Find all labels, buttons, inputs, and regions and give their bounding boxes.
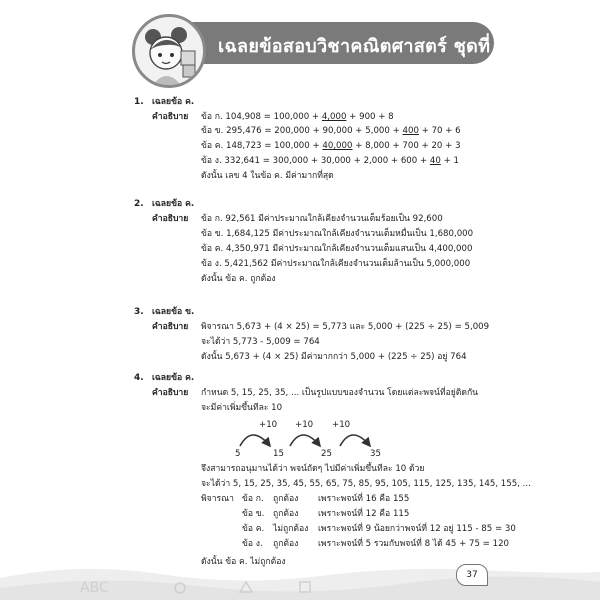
step-label-2: +10 bbox=[295, 420, 314, 430]
q2-conclusion: ดังนั้น ข้อ ค. ถูกต้อง bbox=[201, 274, 276, 284]
footer-wave-decoration bbox=[0, 548, 600, 600]
term-4: 35 bbox=[370, 449, 381, 459]
q4-check-b-choice: ข้อ ข. bbox=[242, 509, 265, 519]
q4-check-d-result: ถูกต้อง bbox=[273, 539, 299, 549]
explain-label-4: คำอธิบาย bbox=[152, 388, 189, 398]
question-number-4: 4. bbox=[134, 373, 144, 383]
answer-label-2: เฉลยข้อ ค. bbox=[152, 199, 195, 209]
question-number-3: 3. bbox=[134, 307, 144, 317]
q1-line-2: ข้อ ข. 295,476 = 200,000 + 90,000 + 5,000 + 400 + 70 + 6 bbox=[201, 126, 461, 136]
q1-line-3: ข้อ ค. 148,723 = 100,000 + 40,000 + 8,000 + 700 + 20 + 3 bbox=[201, 141, 461, 151]
q1-line-4: ข้อ ง. 332,641 = 300,000 + 30,000 + 2,000 + 600 + 40 + 1 bbox=[201, 156, 459, 166]
q4-check-b-reason: เพราะพจน์ที่ 12 คือ 115 bbox=[318, 509, 410, 519]
explain-label-3: คำอธิบาย bbox=[152, 322, 189, 332]
answer-label-3: เฉลยข้อ ข. bbox=[152, 307, 195, 317]
term-1: 5 bbox=[235, 449, 241, 459]
step-label-3: +10 bbox=[332, 420, 351, 430]
q4-line-2: จะได้ว่า 5, 15, 25, 35, 45, 55, 65, 75, 85, 95, 105, 115, 125, 135, 145, 155, ... bbox=[201, 479, 531, 489]
q4-check-c-result: ไม่ถูกต้อง bbox=[273, 524, 309, 534]
arrow-2 bbox=[290, 435, 320, 446]
q4-line-1: จึงสามารถอนุมานได้ว่า พจน์ถัดๆ ไปมีค่าเพิ่มขึ้นทีละ 10 ด้วย bbox=[201, 464, 425, 474]
q4-check-d-choice: ข้อ ง. bbox=[242, 539, 263, 549]
page-number: 37 bbox=[456, 564, 488, 586]
q2-line-1: ข้อ ก. 92,561 มีค่าประมาณใกล้เคียงจำนวนเต็มร้อยเป็น 92,600 bbox=[201, 214, 443, 224]
term-2: 15 bbox=[273, 449, 284, 459]
answer-label-1: เฉลยข้อ ค. bbox=[152, 97, 195, 107]
q4-check-a-reason: เพราะพจน์ที่ 16 คือ 155 bbox=[318, 494, 410, 504]
q3-line-2: จะได้ว่า 5,773 - 5,009 = 764 bbox=[201, 337, 320, 347]
q4-check-d-reason: เพราะพจน์ที่ 5 รวมกับพจน์ที่ 8 ได้ 45 + 75 = 120 bbox=[318, 539, 510, 549]
q4-check-b-result: ถูกต้อง bbox=[273, 509, 299, 519]
q4-check-c-reason: เพราะพจน์ที่ 9 น้อยกว่าพจน์ที่ 12 อยู่ 115 - 85 = 30 bbox=[318, 524, 516, 534]
explain-label-2: คำอธิบาย bbox=[152, 214, 189, 224]
q4-intro-1: กำหนด 5, 15, 25, 35, ... เป็นรูปแบบของจำนวน โดยแต่ละพจน์ที่อยู่ติดกัน bbox=[201, 388, 479, 398]
q1-conclusion: ดังนั้น เลข 4 ในข้อ ค. มีค่ามากที่สุด bbox=[201, 171, 334, 181]
page-title: เฉลยข้อสอบวิชาคณิตศาสตร์ ชุดที่ 1 bbox=[218, 36, 510, 57]
q3-line-3: ดังนั้น 5,673 + (4 × 25) มีค่ามากกว่า 5,000 + (225 ÷ 25) อยู่ 764 bbox=[201, 352, 467, 362]
arrow-3 bbox=[340, 435, 370, 446]
footer-doodle-letters: ABC bbox=[80, 580, 109, 596]
answer-label-4: เฉลยข้อ ค. bbox=[152, 373, 195, 383]
q2-line-2: ข้อ ข. 1,684,125 มีค่าประมาณใกล้เคียงจำนวนเต็มหมื่นเป็น 1,680,000 bbox=[201, 229, 474, 239]
q4-check-a-result: ถูกต้อง bbox=[273, 494, 299, 504]
explain-label-1: คำอธิบาย bbox=[152, 112, 189, 122]
q2-line-4: ข้อ ง. 5,421,562 มีค่าประมาณใกล้เคียงจำนวนเต็มล้านเป็น 5,000,000 bbox=[201, 259, 471, 269]
step-label-1: +10 bbox=[259, 420, 278, 430]
q1-line-1: ข้อ ก. 104,908 = 100,000 + 4,000 + 900 + 8 bbox=[201, 112, 394, 122]
q4-check-a-choice: ข้อ ก. bbox=[242, 494, 264, 504]
q4-check-c-choice: ข้อ ค. bbox=[242, 524, 265, 534]
q2-line-3: ข้อ ค. 4,350,971 มีค่าประมาณใกล้เคียงจำนวนเต็มแสนเป็น 4,400,000 bbox=[201, 244, 473, 254]
question-number-2: 2. bbox=[134, 199, 144, 209]
q4-conclusion: ดังนั้น ข้อ ค. ไม่ถูกต้อง bbox=[201, 557, 286, 567]
question-number-1: 1. bbox=[134, 97, 144, 107]
q4-consider-label: พิจารณา bbox=[201, 494, 234, 504]
arrow-1 bbox=[240, 435, 270, 446]
q4-intro-2: จะมีค่าเพิ่มขึ้นทีละ 10 bbox=[201, 403, 283, 413]
q3-line-1: พิจารณา 5,673 + (4 × 25) = 5,773 และ 5,000 + (225 ÷ 25) = 5,009 bbox=[201, 322, 490, 332]
term-3: 25 bbox=[321, 449, 332, 459]
